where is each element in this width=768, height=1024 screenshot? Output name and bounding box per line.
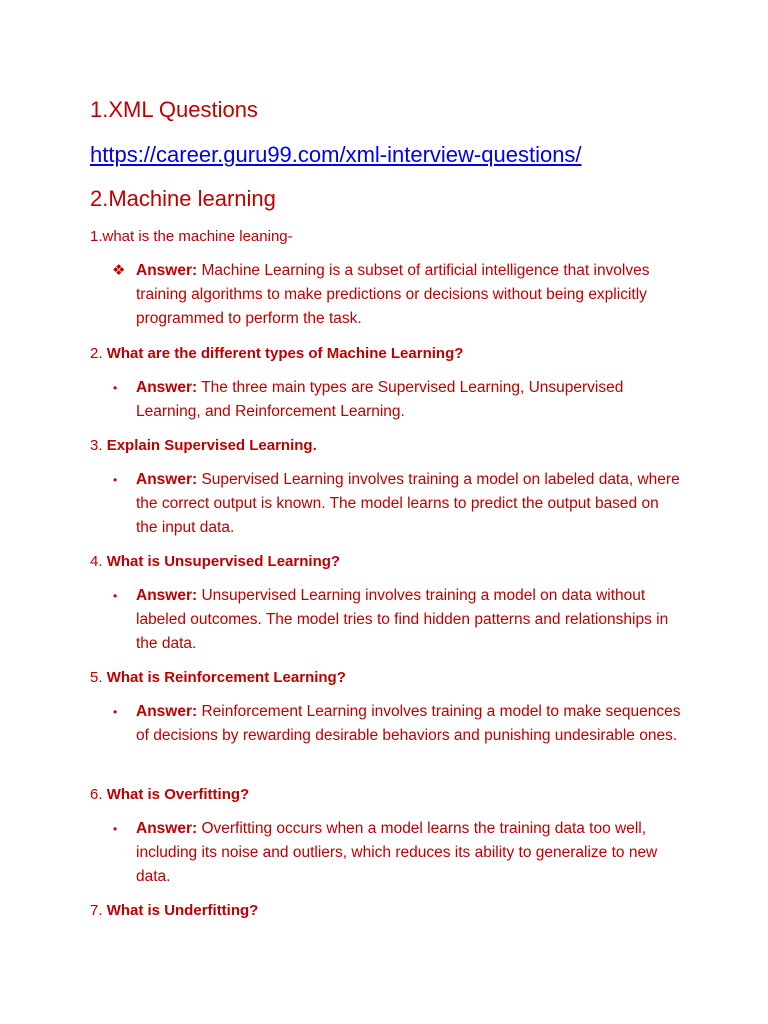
question-text: What is Reinforcement Learning? xyxy=(106,669,346,686)
question-2 xyxy=(90,344,463,364)
section-heading-xml: 1.XML Questions xyxy=(90,97,258,122)
answer-label: Answer: xyxy=(136,471,198,488)
answer-text: Unsupervised Learning involves training a model on data without labeled outcomes. The model tries to find hidden patterns and relationships in the data. xyxy=(136,587,669,652)
answer-6 xyxy=(113,817,681,889)
answer-5 xyxy=(113,700,681,748)
dot-bullet-icon: • xyxy=(113,589,118,603)
dot-bullet-icon: • xyxy=(113,705,118,719)
answer-label: Answer: xyxy=(136,587,198,604)
question-number: 5. xyxy=(90,669,103,686)
answer-text: Machine Learning is a subset of artificial intelligence that involves training algorithms to make predictions or decisions without being explicitly programmed to perform the task. xyxy=(136,262,650,327)
dot-bullet-icon: • xyxy=(113,473,118,487)
dot-bullet-icon: • xyxy=(113,381,118,395)
answer-text: The three main types are Supervised Learning, Unsupervised Learning, and Reinforcement Learning. xyxy=(136,379,624,420)
answer-label: Answer: xyxy=(136,820,198,837)
question-text: Explain Supervised Learning. xyxy=(106,437,317,454)
answer-2 xyxy=(113,376,681,424)
answer-1 xyxy=(112,259,681,331)
question-number: 7. xyxy=(90,902,103,919)
question-number: 4. xyxy=(90,553,103,570)
question-5 xyxy=(90,668,346,688)
answer-text: Supervised Learning involves training a model on labeled data, where the correct output is known. The model learns to predict the output based on the input data. xyxy=(136,471,680,536)
question-text: What is Unsupervised Learning? xyxy=(106,553,341,570)
diamond-bullet-icon: ❖ xyxy=(112,262,126,279)
answer-label: Answer: xyxy=(136,703,198,720)
dot-bullet-icon: • xyxy=(113,822,118,836)
question-number: 2. xyxy=(90,345,103,362)
question-text: What is Underfitting? xyxy=(106,902,259,919)
answer-text: Overfitting occurs when a model learns the training data too well, including its noise and outliers, which reduces its ability to generalize to new data. xyxy=(136,820,658,885)
xml-questions-link[interactable]: https://career.guru99.com/xml-interview-questions/ xyxy=(90,142,582,167)
answer-label: Answer: xyxy=(136,379,198,396)
question-number: 6. xyxy=(90,786,103,803)
question-7 xyxy=(90,901,258,921)
question-text: What are the different types of Machine Learning? xyxy=(106,345,464,362)
question-4 xyxy=(90,552,340,572)
answer-label: Answer: xyxy=(136,262,198,279)
intro-question: 1.what is the machine leaning- xyxy=(90,228,293,245)
question-number: 3. xyxy=(90,437,103,454)
section-heading-machine-learning: 2.Machine learning xyxy=(90,186,276,211)
answer-text: Reinforcement Learning involves training a model to make sequences of decisions by rewarding desirable behaviors and punishing undesirable ones. xyxy=(136,703,681,744)
answer-3 xyxy=(113,468,681,540)
answer-4 xyxy=(113,584,681,656)
question-6 xyxy=(90,785,249,805)
question-text: What is Overfitting? xyxy=(106,786,250,803)
question-3 xyxy=(90,436,317,456)
